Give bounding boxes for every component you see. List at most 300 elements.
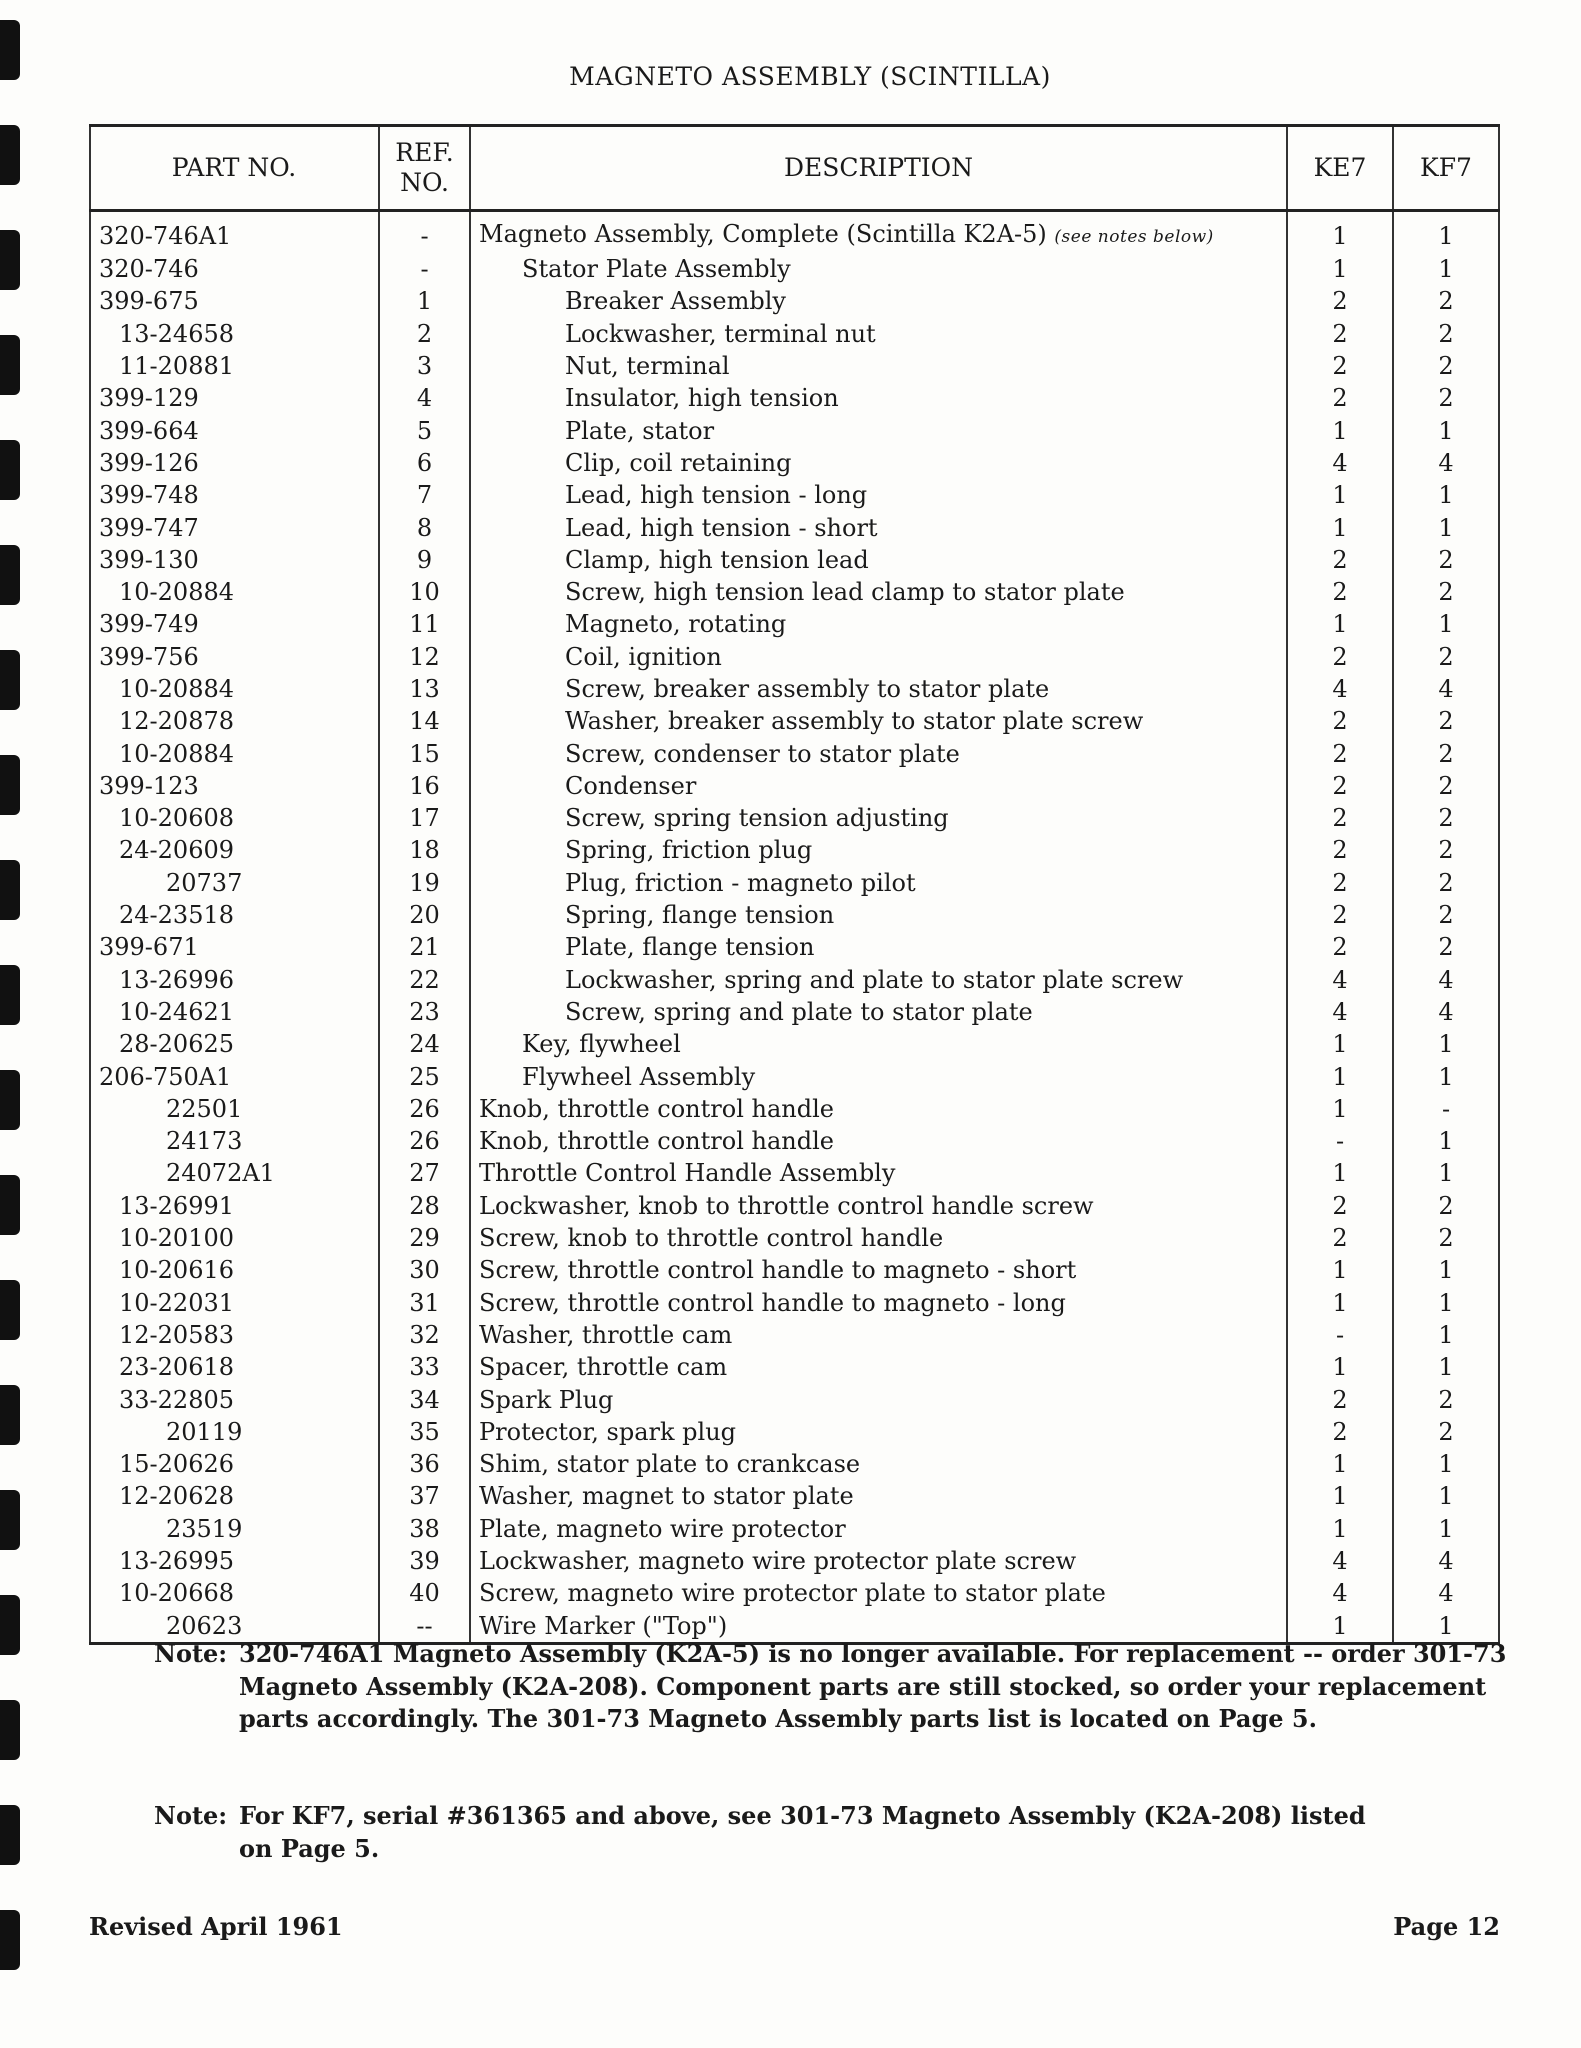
ref-number [379, 1254, 470, 1286]
qty-kf7 [1393, 1157, 1499, 1189]
part-number [90, 1254, 379, 1286]
qty-ke7 [1287, 1093, 1393, 1125]
qty-kf7-text: 1 [1438, 1514, 1454, 1543]
table-row [90, 253, 1499, 285]
ref-number-text: -- [416, 1611, 433, 1640]
table-row [90, 318, 1499, 350]
qty-ke7-text: 1 [1332, 513, 1348, 542]
ref-number-text: 6 [416, 448, 433, 477]
qty-ke7 [1287, 1513, 1393, 1545]
description [470, 1222, 1287, 1254]
qty-ke7 [1287, 1125, 1393, 1157]
part-number [90, 479, 379, 511]
part-number [90, 414, 379, 446]
table-row [90, 414, 1499, 446]
table-row [90, 1157, 1499, 1189]
table-row [90, 1319, 1499, 1351]
part-number [90, 964, 379, 996]
qty-kf7-text: 1 [1438, 1611, 1454, 1640]
header-description: DESCRIPTION [470, 126, 1287, 211]
part-number [90, 1577, 379, 1609]
header-ref-line1: REF. [395, 138, 454, 167]
part-number-text: 22501 [166, 1094, 243, 1123]
part-number [90, 608, 379, 640]
ref-number [379, 1287, 470, 1319]
qty-kf7-text: 1 [1438, 610, 1454, 639]
qty-kf7 [1393, 544, 1499, 576]
description-text: Condenser [565, 771, 697, 800]
qty-ke7-text: - [1335, 1127, 1345, 1156]
part-number-text: 15-20626 [119, 1450, 234, 1479]
qty-kf7 [1393, 211, 1499, 254]
ref-number-text: 23 [409, 997, 440, 1026]
description [470, 737, 1287, 769]
part-number [90, 705, 379, 737]
part-number [90, 1448, 379, 1480]
ref-number [379, 1093, 470, 1125]
qty-kf7-text: 2 [1438, 578, 1454, 607]
part-number-text: 24-23518 [119, 901, 234, 930]
description [470, 1093, 1287, 1125]
part-number [90, 802, 379, 834]
qty-ke7-text: - [1335, 1320, 1345, 1349]
note-label: Note: [154, 1801, 228, 1830]
qty-kf7-text: 2 [1438, 771, 1454, 800]
part-number-text: 13-26995 [119, 1547, 234, 1576]
table-row [90, 964, 1499, 996]
page-number: Page 12 [1393, 1912, 1500, 1941]
qty-kf7-text: 4 [1438, 997, 1454, 1026]
part-number [90, 673, 379, 705]
table-row [90, 1093, 1499, 1125]
qty-kf7 [1393, 253, 1499, 285]
description-text: Screw, magneto wire protector plate to stator plate [479, 1579, 1106, 1608]
qty-kf7 [1393, 1351, 1499, 1383]
see-notes-text: (see notes below) [1054, 227, 1214, 247]
part-number-text: 10-20616 [119, 1256, 234, 1285]
qty-kf7-text: 2 [1438, 352, 1454, 381]
ref-number-text: 37 [409, 1482, 440, 1511]
qty-ke7-text: 1 [1332, 1514, 1348, 1543]
table-row [90, 1190, 1499, 1222]
description [470, 770, 1287, 802]
ref-number-text: 28 [409, 1191, 440, 1220]
part-number-text: 399-130 [99, 545, 199, 574]
binding-hole [0, 1385, 20, 1445]
qty-kf7-text: 1 [1438, 513, 1454, 542]
qty-ke7 [1287, 479, 1393, 511]
qty-ke7 [1287, 1577, 1393, 1609]
ref-number-text: 13 [409, 675, 440, 703]
note-1 [154, 1638, 1529, 1736]
part-number-text: 12-20628 [119, 1482, 234, 1511]
description [470, 1125, 1287, 1157]
qty-ke7-text: 2 [1332, 319, 1348, 348]
description-text: Coil, ignition [565, 642, 722, 671]
part-number [90, 211, 379, 254]
part-number [90, 318, 379, 350]
header-ref-line2: NO. [400, 168, 449, 197]
part-number-text: 10-20668 [119, 1579, 234, 1608]
qty-kf7-text: 2 [1438, 384, 1454, 413]
part-number-text: 20737 [166, 868, 243, 897]
qty-ke7-text: 1 [1332, 416, 1348, 445]
qty-kf7-text: 2 [1438, 545, 1454, 574]
description [470, 350, 1287, 382]
description [470, 544, 1287, 576]
description-text: Screw, knob to throttle control handle [479, 1224, 944, 1253]
description [470, 673, 1287, 705]
description-text: Nut, terminal [565, 352, 730, 381]
table-row [90, 641, 1499, 673]
qty-ke7 [1287, 414, 1393, 446]
qty-ke7-text: 4 [1332, 448, 1348, 477]
table-row [90, 931, 1499, 963]
binding-hole [0, 125, 20, 185]
qty-kf7 [1393, 382, 1499, 414]
ref-number-text: 8 [416, 513, 433, 542]
note-2 [154, 1800, 1389, 1865]
table-row [90, 996, 1499, 1028]
ref-number-text: 19 [409, 868, 440, 897]
qty-kf7 [1393, 447, 1499, 479]
qty-kf7-text: 2 [1438, 868, 1454, 897]
qty-ke7-text: 2 [1332, 578, 1348, 607]
binding-hole [0, 1175, 20, 1235]
ref-number-text: 10 [409, 578, 440, 607]
part-number-text: 206-750A1 [99, 1062, 232, 1091]
part-number-text: 399-748 [99, 481, 199, 510]
part-number [90, 737, 379, 769]
part-number-text: 12-20878 [119, 707, 234, 736]
qty-ke7 [1287, 737, 1393, 769]
qty-ke7 [1287, 253, 1393, 285]
qty-kf7 [1393, 964, 1499, 996]
binding-hole [0, 1280, 20, 1340]
qty-ke7 [1287, 834, 1393, 866]
qty-kf7 [1393, 1383, 1499, 1415]
description [470, 964, 1287, 996]
qty-kf7 [1393, 1513, 1499, 1545]
description-text: Clamp, high tension lead [565, 545, 869, 574]
part-number-text: 10-24621 [119, 997, 234, 1026]
qty-ke7 [1287, 350, 1393, 382]
part-number-text: 399-747 [99, 513, 199, 542]
qty-ke7-text: 2 [1332, 836, 1348, 865]
qty-ke7 [1287, 511, 1393, 543]
description [470, 211, 1287, 254]
description-text: Screw, spring and plate to stator plate [565, 997, 1033, 1026]
ref-number-text: 32 [409, 1320, 440, 1349]
ref-number [379, 770, 470, 802]
table-row [90, 1480, 1499, 1512]
description-text: Plate, flange tension [565, 933, 815, 962]
description [470, 511, 1287, 543]
ref-number-text: 40 [409, 1579, 440, 1608]
part-number-text: 10-20608 [119, 804, 234, 833]
table-row [90, 834, 1499, 866]
ref-number-text: 22 [409, 965, 440, 994]
qty-ke7-text: 1 [1332, 1611, 1348, 1640]
qty-ke7 [1287, 705, 1393, 737]
binding-hole [0, 1700, 20, 1760]
description [470, 285, 1287, 317]
qty-kf7 [1393, 285, 1499, 317]
qty-kf7 [1393, 1125, 1499, 1157]
ref-number-text: 36 [409, 1450, 440, 1479]
qty-ke7 [1287, 1480, 1393, 1512]
qty-kf7 [1393, 770, 1499, 802]
table-row [90, 285, 1499, 317]
qty-ke7-text: 4 [1332, 1547, 1348, 1576]
part-number [90, 899, 379, 931]
binding-hole [0, 440, 20, 500]
qty-ke7 [1287, 1416, 1393, 1448]
description-text: Lockwasher, spring and plate to stator plate screw [565, 965, 1184, 994]
qty-kf7 [1393, 318, 1499, 350]
description-text: Plate, stator [565, 416, 715, 445]
table-row [90, 1125, 1499, 1157]
qty-kf7 [1393, 479, 1499, 511]
qty-ke7 [1287, 673, 1393, 705]
ref-number-text: 34 [409, 1385, 440, 1414]
description-text: Screw, high tension lead clamp to stator plate [565, 578, 1125, 607]
ref-number-text: 17 [409, 804, 440, 833]
binding-hole [0, 545, 20, 605]
description [470, 931, 1287, 963]
part-number [90, 1513, 379, 1545]
table-row [90, 899, 1499, 931]
note-label: Note: [154, 1639, 228, 1668]
part-number-text: 399-126 [99, 448, 199, 477]
ref-number [379, 1480, 470, 1512]
ref-number-text: 14 [409, 707, 440, 736]
table-row [90, 737, 1499, 769]
parts-table [89, 124, 1500, 1645]
table-row [90, 1577, 1499, 1609]
qty-kf7-text: 2 [1438, 804, 1454, 833]
description-text: Knob, throttle control handle [479, 1127, 834, 1156]
qty-ke7-text: 4 [1332, 965, 1348, 994]
qty-kf7 [1393, 1028, 1499, 1060]
qty-kf7 [1393, 576, 1499, 608]
qty-ke7-text: 1 [1332, 1030, 1348, 1059]
part-number [90, 1416, 379, 1448]
qty-kf7 [1393, 350, 1499, 382]
binding-hole [0, 860, 20, 920]
description-text: Stator Plate Assembly [522, 255, 791, 284]
ref-number [379, 899, 470, 931]
qty-kf7-text: 2 [1438, 1224, 1454, 1253]
description-text: Shim, stator plate to crankcase [479, 1450, 861, 1479]
qty-kf7 [1393, 867, 1499, 899]
header-ref-no [379, 126, 470, 211]
table-row [90, 447, 1499, 479]
description-text: Washer, breaker assembly to stator plate screw [565, 707, 1144, 736]
part-number-text: 399-671 [99, 933, 199, 962]
qty-kf7 [1393, 1416, 1499, 1448]
description-text: Key, flywheel [522, 1030, 681, 1059]
qty-kf7 [1393, 1319, 1499, 1351]
description-text: Protector, spark plug [479, 1417, 737, 1446]
description-text: Throttle Control Handle Assembly [479, 1159, 896, 1188]
qty-kf7-text: 2 [1438, 901, 1454, 930]
ref-number [379, 447, 470, 479]
qty-ke7-text: 2 [1332, 933, 1348, 962]
description [470, 899, 1287, 931]
qty-ke7 [1287, 931, 1393, 963]
ref-number [379, 1416, 470, 1448]
qty-ke7-text: 1 [1332, 610, 1348, 639]
table-row [90, 211, 1499, 254]
qty-ke7-text: 1 [1332, 1062, 1348, 1091]
part-number-text: 13-24658 [119, 319, 234, 348]
qty-ke7 [1287, 899, 1393, 931]
qty-ke7 [1287, 382, 1393, 414]
description [470, 705, 1287, 737]
qty-ke7-text: 1 [1332, 1482, 1348, 1511]
part-number-text: 10-20884 [119, 578, 234, 607]
description [470, 641, 1287, 673]
ref-number [379, 1319, 470, 1351]
qty-kf7 [1393, 1222, 1499, 1254]
qty-kf7 [1393, 608, 1499, 640]
qty-kf7-text: 1 [1438, 481, 1454, 510]
qty-kf7 [1393, 1577, 1499, 1609]
qty-ke7 [1287, 641, 1393, 673]
ref-number [379, 1545, 470, 1577]
ref-number [379, 641, 470, 673]
part-number [90, 1222, 379, 1254]
qty-kf7-text: 1 [1438, 1256, 1454, 1285]
ref-number [379, 350, 470, 382]
ref-number-text: 18 [409, 836, 440, 865]
description [470, 996, 1287, 1028]
description-text: Lockwasher, magneto wire protector plate screw [479, 1547, 1077, 1576]
qty-kf7 [1393, 1093, 1499, 1125]
qty-kf7-text: 1 [1438, 1353, 1454, 1382]
qty-ke7 [1287, 802, 1393, 834]
qty-kf7-text: 1 [1438, 1288, 1454, 1317]
part-number [90, 511, 379, 543]
description [470, 1190, 1287, 1222]
qty-ke7 [1287, 1254, 1393, 1286]
ref-number [379, 1513, 470, 1545]
qty-kf7-text: 2 [1438, 287, 1454, 316]
qty-kf7-text: 1 [1438, 1450, 1454, 1479]
note-text: 320-746A1 Magneto Assembly (K2A-5) is no longer available. For replacement -- order 301-73 Magneto Assembly (K2A-208). Component parts are still stocked, so order your replacement parts accordingly. The 301-73 Magneto Assembly parts list is located on Page 5. [239, 1639, 1507, 1733]
ref-number [379, 608, 470, 640]
description-text: Washer, magnet to stator plate [479, 1482, 854, 1511]
description-text: Screw, spring tension adjusting [565, 804, 949, 833]
qty-kf7 [1393, 737, 1499, 769]
binding-hole [0, 965, 20, 1025]
description-text: Spring, friction plug [565, 836, 813, 865]
description [470, 1319, 1287, 1351]
qty-ke7 [1287, 1157, 1393, 1189]
ref-number-text: 21 [409, 933, 440, 962]
part-number [90, 576, 379, 608]
part-number [90, 1383, 379, 1415]
header-part-no: PART NO. [90, 126, 379, 211]
qty-ke7 [1287, 996, 1393, 1028]
ref-number-text: 3 [416, 352, 433, 381]
table-row [90, 1254, 1499, 1286]
description-text: Wire Marker ("Top") [479, 1611, 728, 1640]
qty-kf7-text: 1 [1438, 1159, 1454, 1188]
description [470, 1480, 1287, 1512]
qty-kf7 [1393, 1480, 1499, 1512]
qty-kf7 [1393, 511, 1499, 543]
qty-ke7-text: 2 [1332, 868, 1348, 897]
description-text: Lockwasher, terminal nut [565, 319, 876, 348]
part-number-text: 320-746A1 [99, 221, 232, 250]
description-text: Flywheel Assembly [522, 1062, 756, 1091]
qty-kf7 [1393, 834, 1499, 866]
qty-ke7-text: 2 [1332, 1417, 1348, 1446]
part-number-text: 12-20583 [119, 1320, 234, 1349]
qty-kf7 [1393, 1254, 1499, 1286]
qty-ke7-text: 2 [1332, 642, 1348, 671]
part-number [90, 1545, 379, 1577]
part-number [90, 1028, 379, 1060]
table-row [90, 867, 1499, 899]
qty-kf7-text: 1 [1438, 1482, 1454, 1511]
table-row [90, 1513, 1499, 1545]
ref-number-text: 26 [409, 1127, 440, 1156]
part-number-text: 23-20618 [119, 1353, 234, 1382]
ref-number-text: 30 [409, 1256, 440, 1285]
description [470, 1254, 1287, 1286]
description-text: Screw, throttle control handle to magneto - long [479, 1288, 1066, 1317]
qty-ke7 [1287, 1190, 1393, 1222]
qty-kf7-text: 4 [1438, 448, 1454, 477]
part-number [90, 253, 379, 285]
qty-ke7-text: 4 [1332, 1579, 1348, 1608]
ref-number-text: 9 [416, 545, 433, 574]
description [470, 1545, 1287, 1577]
description [470, 1028, 1287, 1060]
table-row [90, 770, 1499, 802]
description [470, 414, 1287, 446]
ref-number-text: 27 [409, 1159, 440, 1188]
description [470, 608, 1287, 640]
table-row [90, 1222, 1499, 1254]
qty-kf7 [1393, 1060, 1499, 1092]
qty-ke7 [1287, 1222, 1393, 1254]
ref-number-text: 24 [409, 1030, 440, 1059]
qty-ke7 [1287, 1060, 1393, 1092]
qty-ke7-text: 2 [1332, 771, 1348, 800]
table-row [90, 1383, 1499, 1415]
qty-ke7 [1287, 1383, 1393, 1415]
part-number [90, 867, 379, 899]
qty-kf7-text: 1 [1438, 1030, 1454, 1059]
qty-kf7-text: 4 [1438, 675, 1454, 703]
qty-ke7-text: 1 [1332, 221, 1348, 250]
description-text: Lead, high tension - long [565, 481, 868, 510]
binding-hole [0, 755, 20, 815]
qty-kf7-text: 1 [1438, 1127, 1454, 1156]
qty-kf7 [1393, 802, 1499, 834]
ref-number [379, 1222, 470, 1254]
table-row [90, 544, 1499, 576]
qty-kf7 [1393, 641, 1499, 673]
ref-number-text: 25 [409, 1062, 440, 1091]
part-number-text: 399-129 [99, 384, 199, 413]
qty-ke7-text: 2 [1332, 739, 1348, 768]
part-number-text: 10-20100 [119, 1224, 234, 1253]
